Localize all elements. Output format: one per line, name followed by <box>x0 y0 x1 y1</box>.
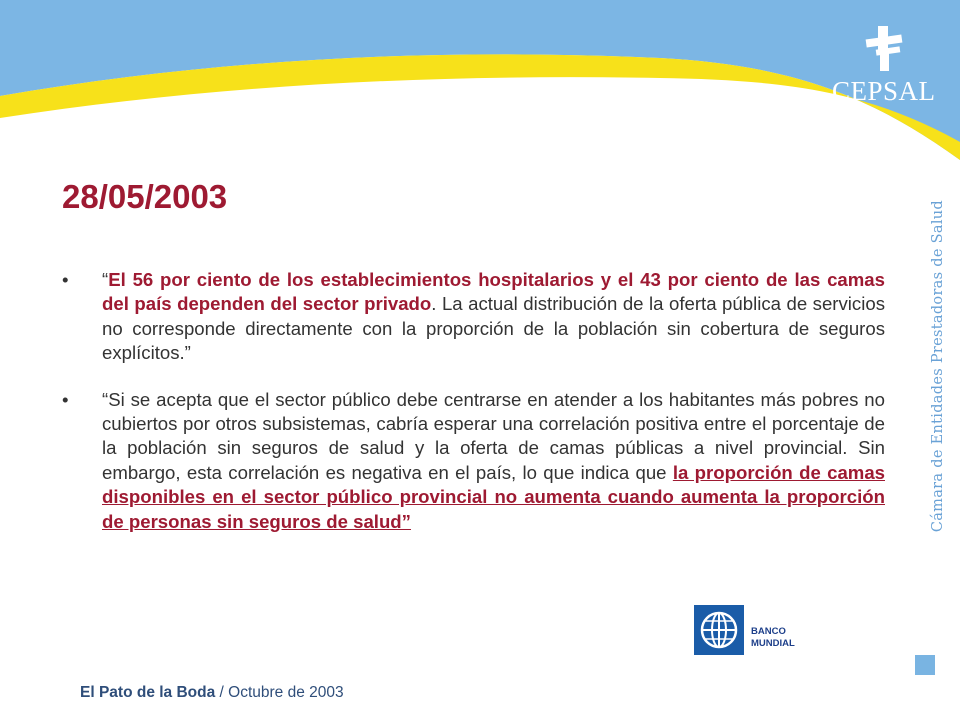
header-background <box>0 0 960 160</box>
body-text: . La actual distribución de la oferta pública de servicios no corresponde directamente con la proporción de la población sin cobertura de seguros explícitos.” <box>102 293 885 364</box>
vertical-subtitle: Cámara de Entidades Prestadoras de Salud <box>930 200 946 533</box>
corner-square <box>915 655 935 675</box>
emphasis-text: El 56 por ciento de los establecimientos hospitalarios y el 43 por ciento de las camas del país dependen del sector privado <box>102 269 885 315</box>
footer-title: El Pato de la Boda <box>80 684 216 701</box>
cepsal-logo: CEPSAL <box>832 76 936 106</box>
bullet-item <box>62 388 885 534</box>
bank-name-line2: MUNDIAL <box>751 638 795 649</box>
footer-date: / Octubre de 2003 <box>215 684 344 701</box>
footer <box>80 684 344 702</box>
banco-mundial-logo <box>688 600 832 660</box>
bank-name <box>751 626 795 650</box>
bullet-text <box>102 388 885 534</box>
bank-name-line1: BANCO <box>751 626 786 637</box>
bullet-text <box>102 268 885 366</box>
bullet-list <box>62 268 885 556</box>
open-quote: “ <box>102 269 109 290</box>
bullet-marker: • <box>62 388 69 410</box>
bullet-marker: • <box>62 269 69 290</box>
body-text: “Si se acepta que el sector público debe centrarse en atender a los habitantes más pobres no cubiertos por otros subsistemas, cabría esperar una correlación positiva entre el porcentaje de la población sin seguros de salud y la oferta de camas públicas a nivel provincial. Sin embargo, esta correlación es negativa en el país, lo que indica que <box>102 388 885 483</box>
underlined-emphasis: la proporción de camas disponibles en el sector público provincial no aumenta cuando aumenta la proporción de personas sin seguros de salud” <box>102 461 885 532</box>
page-title: 28/05/2003 <box>62 178 228 215</box>
bullet-item <box>62 268 885 366</box>
globe-icon <box>688 600 748 660</box>
